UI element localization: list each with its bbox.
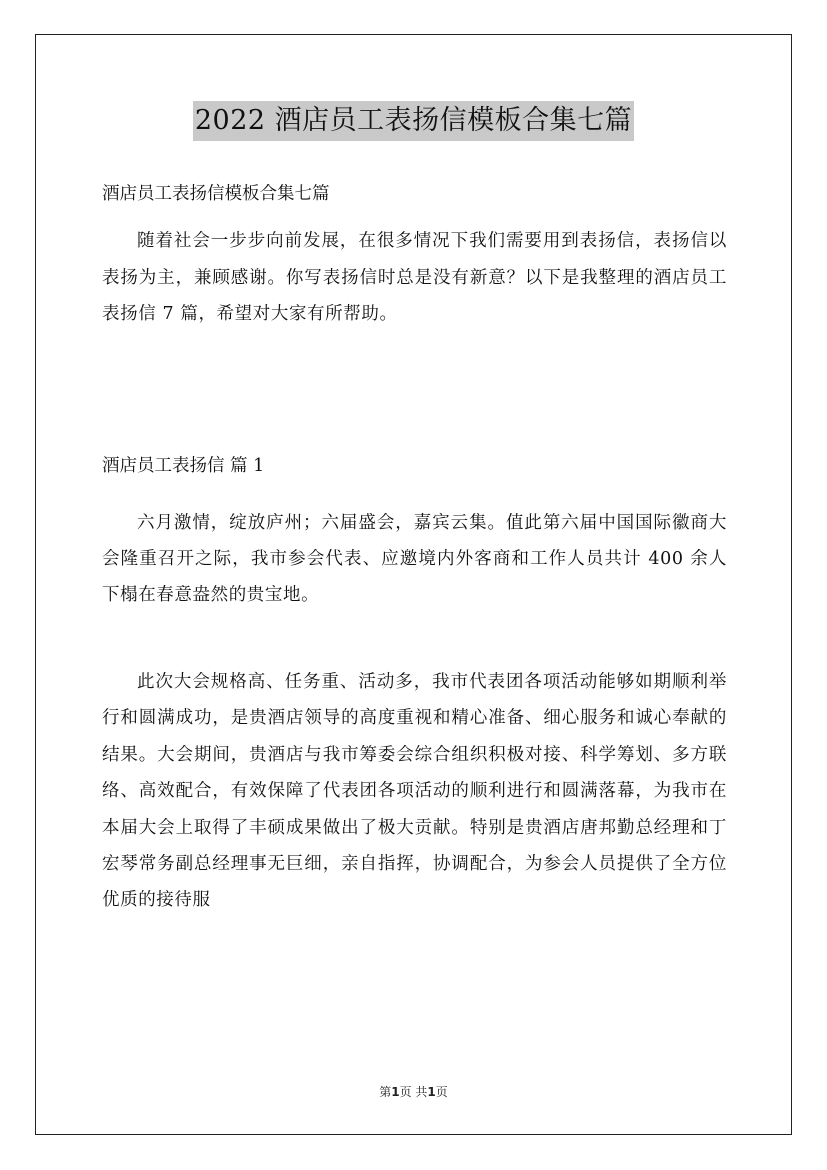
body-paragraph-2: 此次大会规格高、任务重、活动多，我市代表团各项活动能够如期顺利举行和圆满成功，是贵酒店领导的高度重视和精心准备、细心服务和诚心奉献的结果。大会期间，贵酒店与我市筹委会综合组织积极对接、科学筹划、多方联络、高效配合，有效保障了代表团各项活动的顺利进行和圆满落幕，为我市在本届大会上取得了丰硕成果做出了极大贡献。特别是贵酒店唐邦勤总经理和丁宏琴常务副总经理事无巨细，亲自指挥，协调配合，为参会人员提供了全方位优质的接待服 [102,672,727,911]
footer-page-prefix: 第 [379,1085,392,1099]
body-paragraph-1: 六月激情，绽放庐州；六届盛会，嘉宾云集。值此第六届中国国际徽商大会隆重召开之际，我市参会代表、应邀境内外客商和工作人员共计 400 余人下榻在春意盎然的贵宝地。 [102,513,727,606]
title-container [0,101,827,141]
footer-page-total: 1 [427,1085,436,1099]
footer-page-mid: 页 共 [399,1085,428,1099]
section-heading: 酒店员工表扬信 篇 1 [102,456,265,476]
body-section-2 [102,664,727,919]
body-section-1 [102,505,727,614]
page-footer [0,1083,827,1100]
document-subtitle: 酒店员工表扬信模板合集七篇 [102,184,330,204]
document-title: 2022 酒店员工表扬信模板合集七篇 [193,101,634,141]
footer-page-current: 1 [391,1085,400,1099]
footer-page-suffix: 页 [435,1085,448,1099]
intro-paragraph: 随着社会一步步向前发展，在很多情况下我们需要用到表扬信，表扬信以表扬为主，兼顾感谢。你写表扬信时总是没有新意？以下是我整理的酒店员工表扬信 7 篇，希望对大家有所帮助。 [102,231,727,324]
intro-section [102,223,727,333]
